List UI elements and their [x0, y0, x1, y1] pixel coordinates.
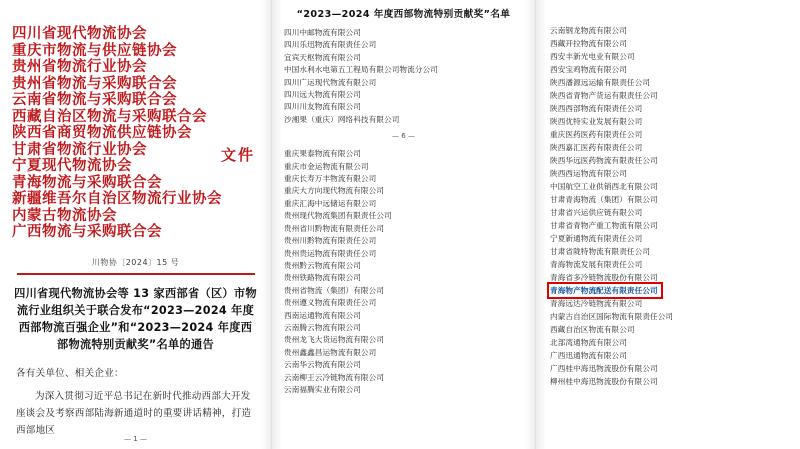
list-item: 中国水利水电第五工程局有限公司物流分公司: [284, 65, 438, 75]
middle-document-page: [272, 0, 536, 449]
list-item: 陕西西运物流有限公司: [550, 169, 627, 178]
list-item: 云南华云物流有限公司: [284, 360, 361, 370]
list-item: 四川乐迅物流有限责任公司: [284, 40, 377, 50]
company-list-group-two: [284, 148, 523, 396]
association-name: 重庆市物流与供应链协会: [12, 42, 177, 59]
list-item: 西藏开拉物流有限公司: [550, 39, 627, 48]
highlighted-list-item: [550, 284, 786, 297]
page-number: — 1 —: [124, 435, 147, 443]
body-paragraph: 各有关单位、相关企业：: [16, 367, 124, 379]
list-item: 甘肃省兴运供应链有限公司: [550, 208, 643, 217]
list-item: 青海远达冷链物流有限公司: [550, 299, 643, 308]
list-item: 宜宾天枢物流有限公司: [284, 52, 361, 62]
list-item: 甘肃省陇特物流有限责任公司: [550, 247, 651, 256]
page-edge-shadow: [261, 0, 271, 449]
list-item: 西安丰新光电业有限公司: [550, 52, 635, 61]
list-item: 云南福腾实业有限公司: [284, 384, 361, 394]
list-item: 四川远大物流有限公司: [284, 90, 361, 100]
list-item: 甘肃青海物流（集团）有限公司: [550, 195, 658, 204]
list-item: 西藏自治区物流有限公司: [550, 325, 635, 334]
list-item: 四川广运现代物流有限公司: [284, 77, 377, 87]
association-header-block: [10, 26, 261, 241]
list-item: 贵州省川黔物流有限责任公司: [284, 223, 385, 233]
list-item: 内蒙古自治区国际物流有限责任公司: [550, 312, 674, 321]
list-item: 重庆果泰物流有限公司: [284, 149, 361, 159]
page-edge-shadow: [525, 0, 535, 449]
association-name: 青海物流与采购联合会: [12, 174, 162, 191]
list-item: 重庆汇海中远储运有限公司: [284, 198, 377, 208]
page-edge-shadow: [536, 0, 546, 449]
association-name: 云南省物流与采购联合会: [12, 92, 177, 108]
list-item: 重庆医药医药有限责任公司: [550, 130, 643, 139]
award-list-title: “2023—2024 年度西部物流特别贡献奖”名单: [296, 9, 511, 20]
list-item: 云南柳王云冷链物流有限公司: [284, 372, 385, 382]
list-item: 贵州川黔物流有限责任公司: [284, 236, 377, 246]
list-item: 贵州贵运物流有限责任公司: [284, 248, 377, 258]
association-name: 内蒙古物流协会: [12, 207, 117, 224]
company-list-group-one: [284, 27, 523, 126]
association-name: 新疆维吾尔自治区物流行业协会: [12, 191, 222, 207]
list-item: 西安宝鸡物流有限公司: [550, 65, 627, 74]
company-list-right: [550, 24, 786, 388]
list-item: 沙湘果（重庆）网络科技有限公司: [284, 114, 400, 124]
list-item: 四川川友物流有限公司: [284, 102, 361, 112]
list-item: 云南腾云物流有限公司: [284, 322, 361, 332]
right-document-page: [536, 0, 800, 449]
list-item: 重庆长寿万丰物流有限公司: [284, 174, 377, 184]
list-item: 陕西华远医药物流有限责任公司: [550, 156, 658, 165]
list-item: 陕西优特实业发展有限公司: [550, 117, 643, 126]
list-item: 贵州现代物流集团有限责任公司: [284, 211, 392, 221]
list-item: 重庆大方向现代物流有限公司: [284, 186, 385, 196]
list-item: 云南钢龙物流有限公司: [550, 26, 627, 35]
list-item: 西南运通物流有限公司: [284, 310, 361, 320]
list-item: 陕西嘉汇医药有限责任公司: [550, 143, 643, 152]
body-paragraph: 为深入贯彻习近平总书记在新时代推动西部大开发座谈会及考察西部陆海新通道时的重要讲话精神，打造西部地区: [16, 390, 252, 436]
page-number: — 6 —: [392, 132, 415, 141]
document-stamp-label: 文件: [220, 146, 255, 164]
list-item: 广西迅通物流有限公司: [550, 351, 627, 360]
list-item: 贵州铁路物流有限公司: [284, 273, 361, 283]
association-name: 贵州省物流与采购联合会: [12, 75, 177, 92]
list-item: 贵州遵义物流有限责任公司: [284, 298, 377, 308]
page-edge-shadow: [272, 0, 282, 449]
list-item: 贵州鑫鑫昌运物流有限公司: [284, 347, 377, 357]
list-item: 陕西省青物产货运有限责任公司: [550, 91, 658, 100]
highlighted-company-name: 青海物产物流配送有限责任公司: [550, 286, 658, 295]
list-item: 贵州龙飞大货运物流有限公司: [284, 335, 385, 345]
list-item: 贵州省物流（集团）有限公司: [284, 285, 385, 295]
association-name: 广西物流与采购联合会: [12, 224, 162, 240]
list-item: 陕西西部物流有限责任公司: [550, 104, 643, 113]
document-number: 川物协〔2024〕15 号: [91, 257, 180, 267]
list-item: 甘肃省青物产重工物流有限公司: [550, 221, 658, 230]
list-item: 北部湾通物流有限公司: [550, 338, 627, 347]
association-name: 宁夏现代物流协会: [12, 158, 132, 174]
document-body: [16, 365, 255, 439]
list-item: 青海物流发展有限责任公司: [550, 260, 643, 269]
left-document-page: [0, 0, 272, 449]
association-name: 陕西省商贸物流供应链协会: [12, 125, 192, 141]
list-item: 中国航空工业供销西北有限公司: [550, 182, 658, 191]
list-item: 贵州黔云物流有限公司: [284, 260, 361, 270]
list-item: 柳州桂中海迅物流股份有限公司: [550, 377, 658, 386]
list-item: 四川中邮物流有限公司: [284, 28, 361, 37]
list-item: 重庆市金运物流有限公司: [284, 161, 369, 171]
association-name: 四川省现代物流协会: [12, 26, 147, 42]
page-title: 四川省现代物流协会等 13 家西部省（区）市物流行业组织关于联合发布“2023—2024 年度西部物流百强企业”和“2023—2024 年度西部物流特别贡献奖”名单的通告: [14, 286, 257, 351]
list-item: 陕西潘源远运输有限责任公司: [550, 78, 651, 87]
association-name: 甘肃省物流行业协会: [12, 141, 147, 158]
list-item: 青海省多冷链物流股份有限公司: [550, 273, 658, 282]
association-name: 贵州省物流行业协会: [12, 59, 147, 75]
association-name: 西藏自治区物流与采购联合会: [12, 108, 207, 125]
red-divider-rule: [17, 273, 255, 275]
list-item: 宁夏新通物流有限责任公司: [550, 234, 643, 243]
list-item: 广西桂中海迅物流股份有限公司: [550, 364, 658, 373]
